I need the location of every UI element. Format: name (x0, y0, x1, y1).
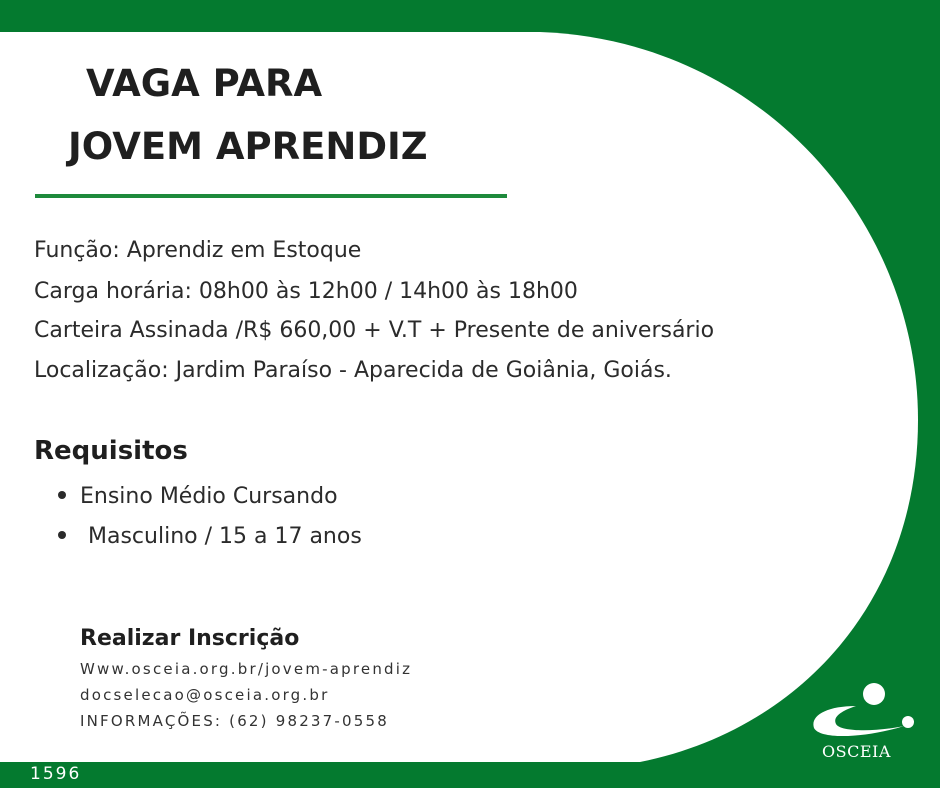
benefits-info: Carteira Assinada /R$ 660,00 + V.T + Presente de aniversário (34, 318, 715, 343)
application-heading: Realizar Inscrição (80, 626, 300, 651)
website-link[interactable]: Www.osceia.org.br/jovem-aprendiz (80, 660, 413, 678)
post-code: 1596 (30, 764, 82, 784)
function-info: Função: Aprendiz em Estoque (34, 238, 362, 263)
schedule-info: Carga horária: 08h00 às 12h00 / 14h00 às 18h00 (34, 279, 578, 304)
requirement-text: Masculino / 15 a 17 anos (88, 524, 362, 549)
requirement-text: Ensino Médio Cursando (80, 484, 338, 509)
location-info: Localização: Jardim Paraíso - Aparecida de Goiânia, Goiás. (34, 358, 672, 383)
title-underline (35, 194, 507, 198)
requirement-item (58, 484, 338, 509)
title-line-1: VAGA PARA (86, 62, 323, 105)
requirements-heading: Requisitos (34, 436, 188, 466)
email-link[interactable]: docselecao@osceia.org.br (80, 686, 330, 704)
logo-wordmark: OSCEIA (822, 742, 891, 761)
requirement-item (58, 524, 362, 549)
title-line-2: JOVEM APRENDIZ (68, 125, 428, 168)
bullet-icon (58, 491, 66, 499)
bullet-icon (58, 531, 66, 539)
phone-info: INFORMAÇÕES: (62) 98237-0558 (80, 712, 390, 730)
